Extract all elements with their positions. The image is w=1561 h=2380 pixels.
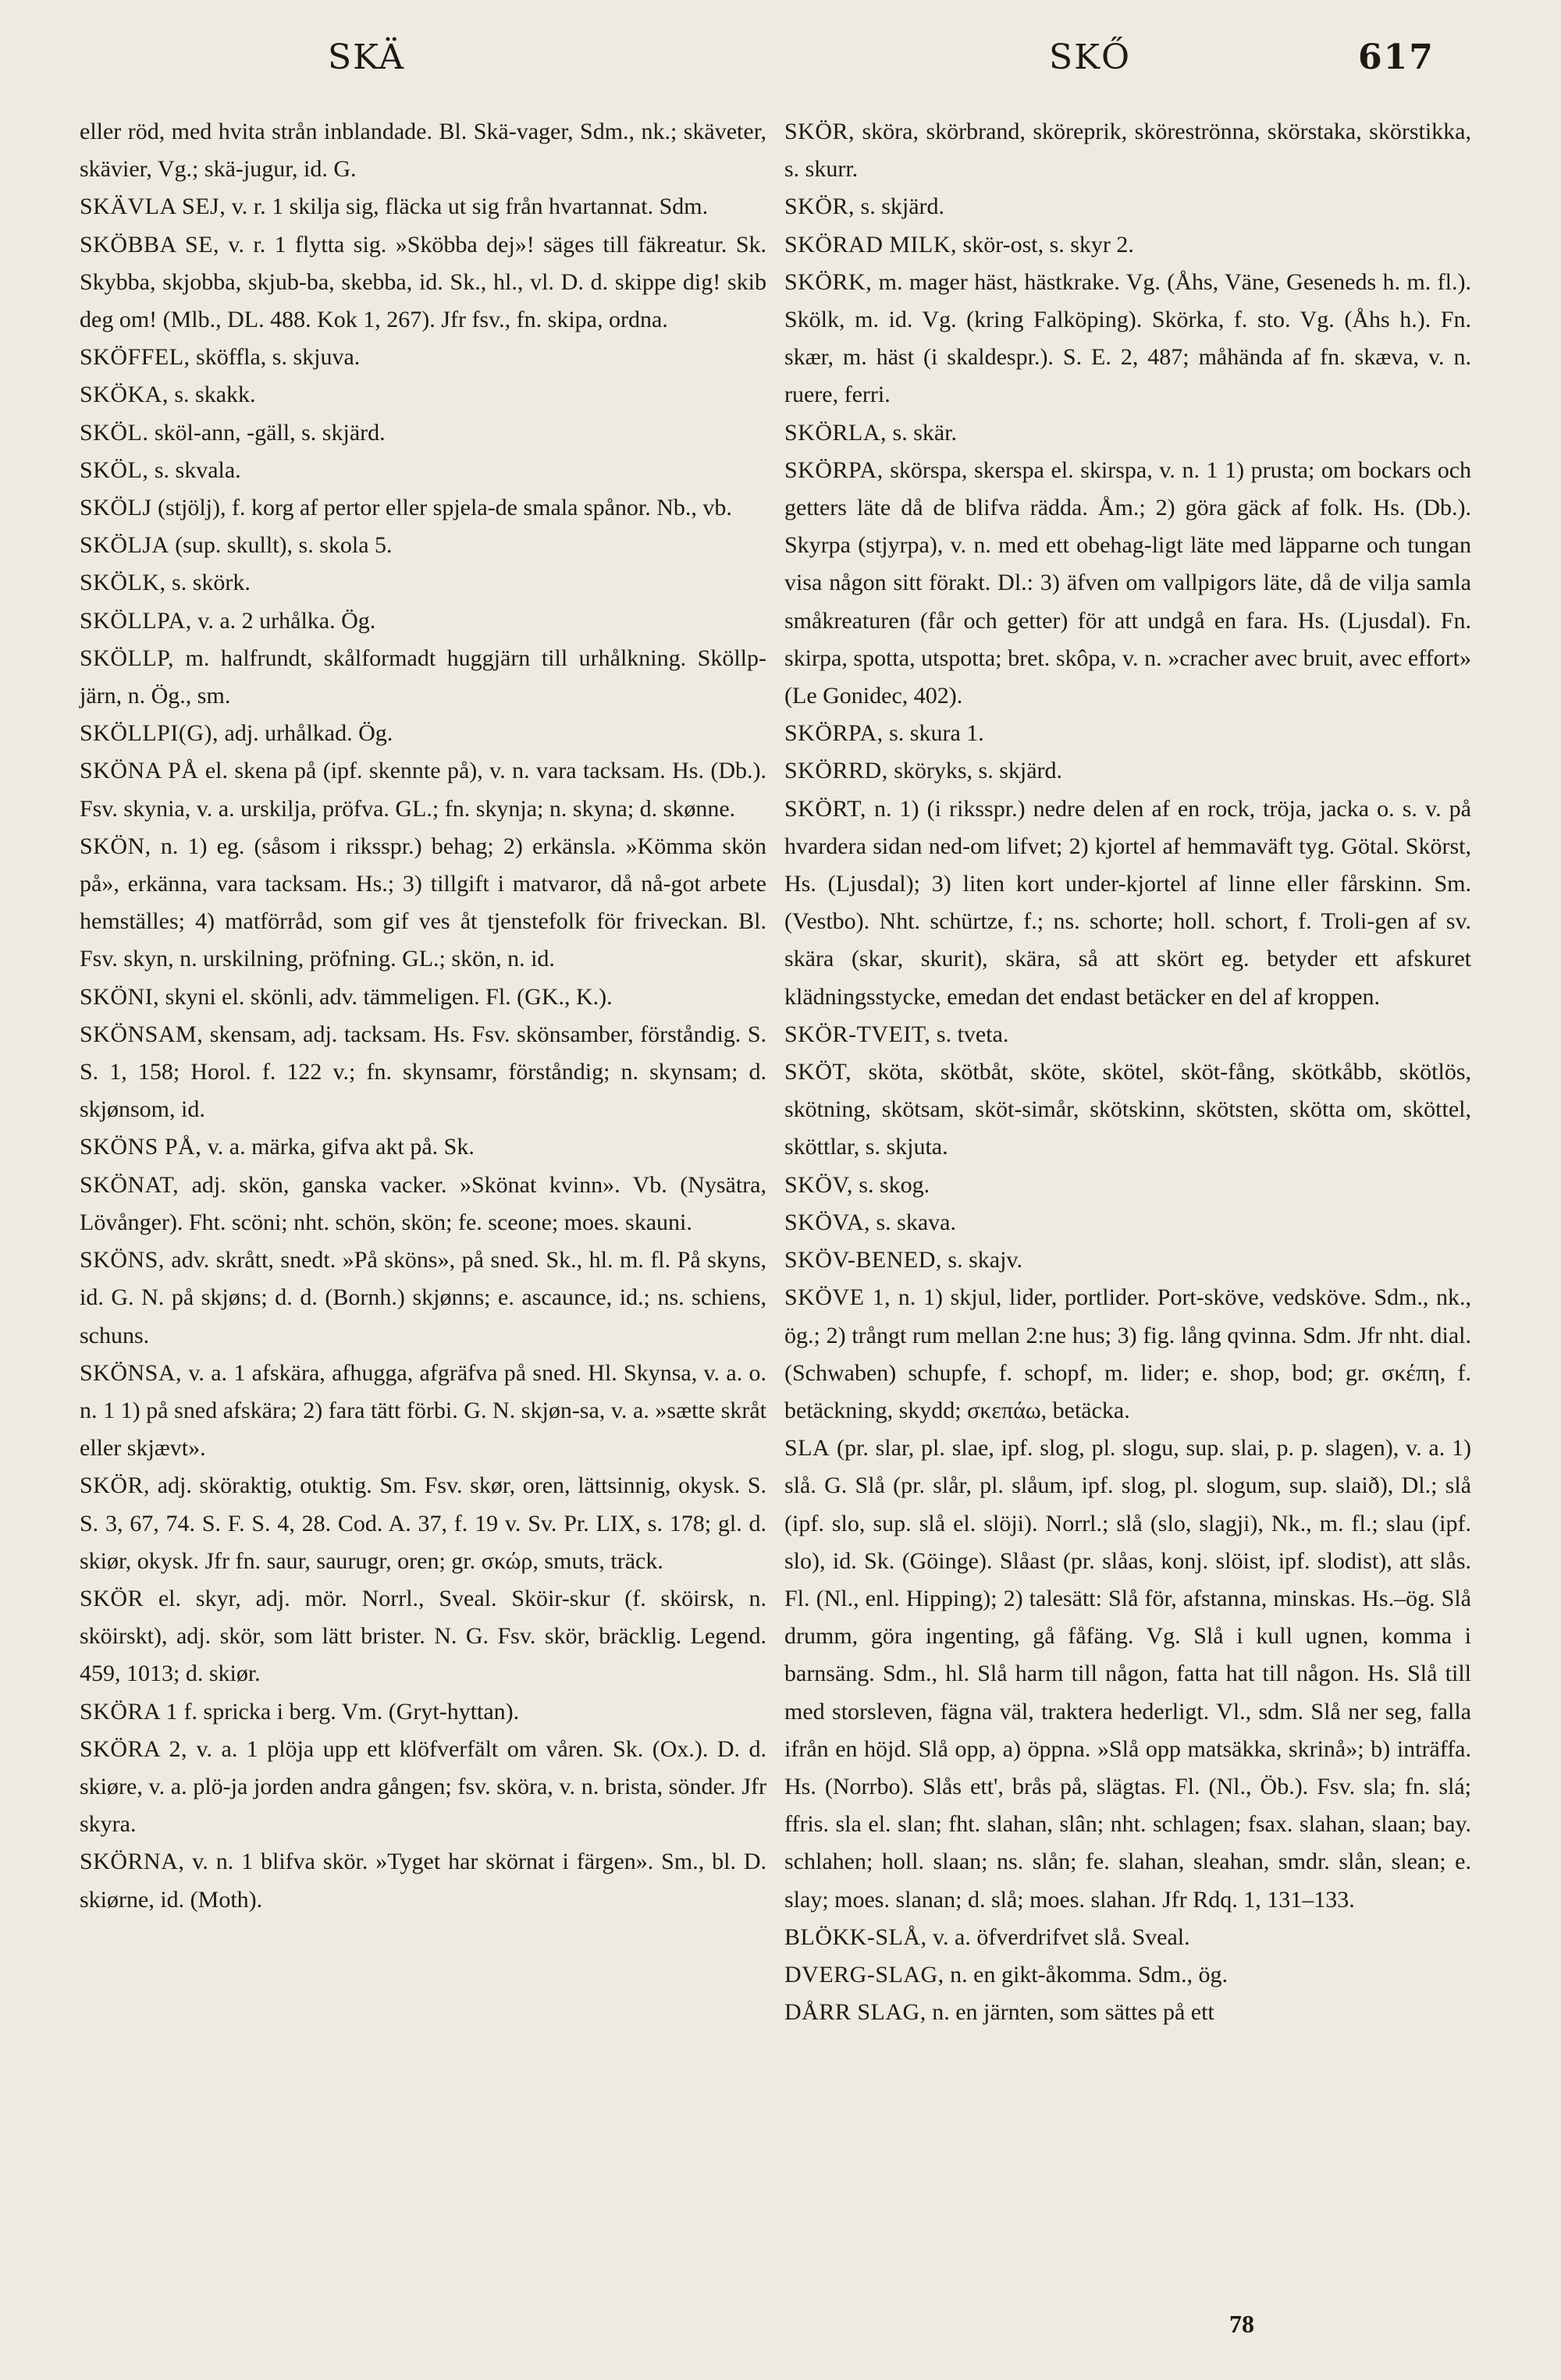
entry-headword: SKÖRNA, — [80, 1849, 185, 1875]
entry-text: adj. urhålkad. Ög. — [224, 720, 393, 747]
entry-text: s. skog. — [859, 1171, 930, 1198]
dictionary-entry — [80, 1128, 766, 1166]
dictionary-entry — [80, 1242, 766, 1355]
dictionary-entry — [80, 828, 766, 979]
signature-mark: 78 — [1229, 2310, 1254, 2338]
entry-text: sköryks, s. skjärd. — [894, 758, 1063, 784]
entry-headword: SKÖKA, — [80, 382, 169, 408]
entry-text: adv. skrått, snedt. »På sköns», på sned. Sk., hl. m. fl. På skyns, id. G. N. på skjøns; d. d. (Bornh.) skjønns; e. ascaunce, id.; ns. schiens, schuns. — [80, 1247, 767, 1348]
entry-headword: DÅRR SLAG, — [784, 1999, 926, 2026]
dictionary-entry — [784, 414, 1471, 452]
entry-headword: SKÖLK, — [80, 570, 166, 596]
entry-text: s. skörk. — [172, 570, 251, 596]
entry-headword: SKÖV-BENED, — [784, 1247, 942, 1273]
dictionary-entry — [80, 602, 766, 640]
dictionary-entry — [80, 1731, 766, 1844]
entry-headword: SKÖR-TVEIT, — [784, 1021, 931, 1047]
entry-text: s. skär. — [892, 419, 958, 446]
dictionary-entry — [784, 1242, 1471, 1279]
entry-headword: SKÖNS PÅ, — [80, 1134, 202, 1160]
entry-text: s. skajv. — [948, 1247, 1022, 1273]
entry-text: n. 1) skjul, lider, portlider. Port-sköve, vedsköve. Sdm., nk., ög.; 2) trångt rum mellan 2:ne hus; 3) fig. lång qvinna. Sdm. Jfr nht. dial. (Schwaben) schupfe, f. schopf, m. lider; e. shop, bod; gr. σκέπη, f. betäckning, skydd; σκεπάω, betäcka. — [784, 1284, 1471, 1423]
dictionary-entry — [80, 1693, 766, 1731]
entry-headword: SKÖR, — [784, 119, 855, 144]
entry-text: sköra, skörbrand, sköreprik, sköreströnna, skörstaka, skörstikka, s. skurr. — [784, 119, 1472, 183]
entry-headword: SKÄVLA SEJ, — [80, 194, 226, 220]
dictionary-entry — [80, 452, 766, 489]
dictionary-entry — [80, 339, 766, 376]
running-head — [0, 30, 1561, 84]
dictionary-entry — [784, 264, 1471, 414]
entry-headword: SKÖNSAM, — [80, 1021, 204, 1047]
entry-headword: SKÖLLPI(G), — [80, 720, 219, 747]
entry-headword: SLA — [784, 1435, 830, 1462]
entry-text: sköffla, s. skjuva. — [196, 344, 361, 371]
entry-text: m. mager häst, hästkrake. Vg. (Åhs, Väne, Geseneds h. m. fl.). Skölk, m. id. Vg. (kring Falköping). Skörka, f. sto. Vg. (Åhs h.). Fn. skær, m. häst (i skaldespr.). S. E. 2, 487; måhända af fn. skæva, v. n. ruere, ferri. — [784, 268, 1471, 408]
entry-text: adj. skön, ganska vacker. »Skönat kvinn». Vb. (Nysätra, Lövånger). Fht. scöni; nht. schön, skön; fe. sceone; moes. skauni. — [80, 1171, 766, 1235]
entry-headword: SKÖRK, — [784, 268, 873, 295]
entry-text: s. skjärd. — [860, 194, 945, 220]
entry-headword: DVERG-SLAG, — [784, 1961, 944, 1987]
entry-text: v. a. öfverdrifvet slå. Sveal. — [933, 1924, 1190, 1950]
page-number: 617 — [1358, 37, 1435, 77]
entry-headword: SKÖVA, — [784, 1209, 870, 1235]
dictionary-entry — [784, 1204, 1471, 1242]
entry-headword: SKÖV, — [784, 1171, 853, 1198]
entry-text: n. 1) (i riksspr.) nedre delen af en rock, tröja, jacka o. s. v. på hvardera sidan ned-om lifvet; 2) kjortel af hemmaväft tyg. Götal. Skörst, Hs. (Ljusdal); 3) liten kort under-kjortel af linne eller fårskinn. Sm. (Vestbo). Nht. schürtze, f.; ns. schorte; holl. schort, f. Troli-gen af sv. skära (skar, skurit), skära, så att skört eg. betyder ett afskuret klädningsstycke, emedan det endast betäcker en del af kroppen. — [784, 795, 1471, 1010]
dictionary-entry — [784, 1430, 1471, 1919]
entry-headword: BLÖKK-SLÅ, — [784, 1924, 927, 1950]
entry-headword: SKÖNAT, — [80, 1171, 180, 1198]
dictionary-entry — [784, 1279, 1471, 1430]
dictionary-entry — [784, 1919, 1471, 1956]
dictionary-entry — [784, 752, 1471, 790]
entry-headword: SKÖRRD, — [784, 758, 888, 784]
entry-text: (stjölj), f. korg af pertor eller spjela-de smala spånor. Nb., vb. — [158, 495, 732, 521]
entry-headword: SKÖFFEL, — [80, 344, 190, 371]
entry-text: el. skyr, adj. mör. Norrl., Sveal. Sköir-skur (f. sköirsk, n. sköirskt), adj. skör, som lätt brister. N. G. Fsv. skör, bräcklig. Legend. 459, 1013; d. skiør. — [80, 1585, 766, 1687]
entry-text: v. a. 2 urhålka. Ög. — [197, 607, 376, 634]
entry-headword: SKÖBBA SE, — [80, 231, 219, 258]
dictionary-entry — [80, 1167, 766, 1242]
running-head-center: SKŐ — [1049, 37, 1132, 77]
dictionary-entry — [80, 414, 766, 452]
dictionary-entry — [784, 1167, 1471, 1204]
entry-headword: SKÖR — [80, 1585, 144, 1611]
dictionary-entry — [784, 790, 1471, 1016]
entry-text: (pr. slar, pl. slae, ipf. slog, pl. slogu, sup. slai, p. p. slagen), v. a. 1) slå. G. Slå (pr. slår, pl. slåum, ipf. slog, pl. slogum, sup. slaið), Dl.; slå (ipf. slo, sup. slå el. slöji). Norrl.; slå (slo, slagji), Nk., m. fl.; slau (ipf. slo), id. Sk. (Göinge). Slåast (pr. slåas, konj. slöist, ipf. slodist), att slås. Fl. (Nl., enl. Hipping); 2) talesätt: Slå för, afstanna, minskas. Hs.–ög. Slå drumm, göra ingenting, gå fåfäng. Vg. Slå i kull ugnen, komma i barnsäng. Sdm., hl. Slå harm till någon, fatta hat till någon. Hs. Slå till med storsleven, fägna väl, traktera hederligt. Vl., sdm. Slå ner seg, falla ifrån en höjd. Slå opp, a) öppna. »Slå opp matsäkka, skrinå»; b) inträffa. Hs. (Norrbo). Slås ett', brås på, slägtas. Fl. (Nl., Öb.). Fsv. sla; fn. slá; ffris. sla el. slan; fht. slahan, slân; nht. schlagen; fsax. slahan, slaan; bay. schlahen; holl. slaan; ns. slån; fe. slahan, sleahan, smdr. slån, slean; e. slay; moes. slanan; d. slå; moes. slahan. Jfr Rdq. 1, 131–133. — [784, 1435, 1472, 1913]
entry-text: v. r. 1 skilja sig, fläcka ut sig från hvartannat. Sdm. — [231, 194, 709, 220]
entry-text: v. a. 1 afskära, afhugga, afgräfva på sned. Hl. Skynsa, v. a. o. n. 1 1) på sned afskära; 2) fara tätt förbi. G. N. skjøn-sa, v. a. »sætte skråt eller skjævt». — [80, 1359, 767, 1462]
entry-text: eller röd, med hvita strån inblandade. Bl. Skä-vager, Sdm., nk.; skäveter, skävier, Vg.; skä-jugur, id. G. — [80, 119, 766, 183]
entry-headword: SKÖL. — [80, 419, 149, 446]
entry-headword: SKÖLJA — [80, 532, 169, 559]
dictionary-entry — [80, 1355, 766, 1468]
entry-headword: SKÖNI, — [80, 983, 160, 1010]
running-head-left: SKÄ — [328, 37, 406, 77]
dictionary-entry — [784, 452, 1471, 715]
dictionary-entry — [80, 1580, 766, 1693]
entry-text: skörspa, skerspa el. skirspa, v. n. 1 1) prusta; om bockars och getters läte då de blifva rädda. Åm.; 2) göra gäck af folk. Hs. (Db.). Skyrpa (stjyrpa), v. n. med ett obehag-ligt läte med läpparne och tungan visa någon sitt förakt. Dl.: 3) äfven om vallpigors läte, då de vilja samla småkreaturen (får och getter) för att undgå en fara. Hs. (Ljusdal). Fn. skirpa, spotta, utspotta; bret. skôpa, v. n. »cracher avec bruit, avec effort» (Le Gonidec, 402). — [784, 456, 1472, 709]
entry-text: s. skvala. — [154, 456, 241, 483]
entry-headword: SKÖRPA, — [784, 720, 884, 747]
dictionary-entry — [784, 1016, 1471, 1053]
entry-headword: SKÖR, — [80, 1472, 151, 1499]
entry-headword: SKÖRA 1 — [80, 1698, 179, 1725]
entry-text: skensam, adj. tacksam. Hs. Fsv. skönsamber, förståndig. S. S. 1, 158; Horol. f. 122 v.; fn. skynsamr, förståndig; n. skynsam; d. skjønsom, id. — [80, 1021, 767, 1123]
entry-text: s. skakk. — [174, 382, 256, 408]
entry-headword: SKÖR, — [784, 194, 855, 220]
entry-text: n. 1) eg. (såsom i riksspr.) behag; 2) erkänsla. »Kömma skön på», erkänna, vara tacksam. Hs.; 3) tillgift i matvaror, då nå-got arbete hemställes; 4) matförråd, som gif ves åt tjenstefolk för friveckan. Bl. Fsv. skyn, n. urskilning, pröfning. GL.; skön, n. id. — [80, 833, 767, 972]
dictionary-entry — [80, 376, 766, 414]
dictionary-entry — [80, 226, 766, 339]
dictionary-entry — [80, 1843, 766, 1918]
entry-headword: SKÖLLP, — [80, 645, 175, 671]
entry-text: adj. sköraktig, otuktig. Sm. Fsv. skør, oren, lättsinnig, okysk. S. S. 3, 67, 74. S. F. S. 4, 28. Cod. A. 37, f. 19 v. Sv. Pr. LIX, s. 178; gl. d. skiør, okysk. Jfr fn. saur, saurugr, oren; gr. σκώρ, smuts, träck. — [80, 1472, 767, 1574]
entry-text: sköl-ann, -gäll, s. skjärd. — [154, 419, 386, 446]
entry-headword: SKÖRA 2, — [80, 1735, 188, 1762]
entry-text: skyni el. skönli, adv. tämmeligen. Fl. (GK., K.). — [165, 983, 613, 1010]
dictionary-entry — [80, 1467, 766, 1580]
dictionary-entry — [80, 752, 766, 827]
dictionary-entry — [80, 113, 766, 188]
entry-text: skör-ost, s. skyr 2. — [962, 231, 1134, 258]
entry-text: v. a. märka, gifva akt på. Sk. — [207, 1134, 475, 1160]
dictionary-entry — [80, 1016, 766, 1129]
entry-headword: SKÖL, — [80, 456, 149, 483]
entry-headword: SKÖNS, — [80, 1247, 165, 1273]
entry-text: m. halfrundt, skålformadt huggjärn till urhålkning. Sköllp-järn, n. Ög., sm. — [80, 645, 766, 709]
dictionary-entry — [784, 1956, 1471, 1994]
dictionary-entry — [784, 715, 1471, 752]
dictionary-entry — [784, 1053, 1471, 1167]
entry-headword: SKÖRT, — [784, 795, 866, 822]
dictionary-entry — [80, 188, 766, 226]
entry-text: el. skena på (ipf. skennte på), v. n. vara tacksam. Hs. (Db.). Fsv. skynia, v. a. urskilja, pröfva. GL.; fn. skynja; n. skyna; d. skønne. — [80, 758, 766, 822]
entry-text: s. tveta. — [936, 1021, 1009, 1047]
entry-headword: SKÖLLPA, — [80, 607, 192, 634]
entry-headword: SKÖLJ — [80, 495, 152, 521]
entry-text: v. a. 1 plöja upp ett klöfverfält om våren. Sk. (Ox.). D. d. skiøre, v. a. plö-ja jorden andra gången; fsv. sköra, v. n. brista, sönder. Jfr skyra. — [80, 1735, 766, 1838]
entry-headword: SKÖN, — [80, 833, 151, 859]
entry-text: sköta, skötbåt, sköte, skötel, sköt-fång, skötkåbb, skötlös, skötning, skötsam, sköt-simår, skötskinn, skötsten, skötta om, sköttel, sköttlar, s. skjuta. — [784, 1059, 1472, 1160]
entry-text: n. en gikt-åkomma. Sdm., ög. — [950, 1961, 1228, 1987]
dictionary-entry — [80, 489, 766, 527]
dictionary-entry — [80, 564, 766, 602]
entry-headword: SKÖRPA, — [784, 456, 884, 483]
entry-headword: SKÖNSA, — [80, 1359, 183, 1386]
entry-text: v. n. 1 blifva skör. »Tyget har skörnat i färgen». Sm., bl. D. skiørne, id. (Moth). — [80, 1849, 767, 1913]
dictionary-entry — [80, 640, 766, 715]
entry-headword: SKÖRAD MILK, — [784, 231, 958, 258]
entry-text: (sup. skullt), s. skola 5. — [175, 532, 393, 559]
right-column — [784, 113, 1471, 2031]
entry-text: s. skura 1. — [889, 720, 984, 747]
dictionary-entry — [784, 1994, 1471, 2031]
entry-headword: SKÖNA PÅ — [80, 758, 199, 784]
dictionary-entry — [80, 979, 766, 1016]
entry-text: f. spricka i berg. Vm. (Gryt-hyttan). — [183, 1698, 520, 1725]
dictionary-entry — [80, 715, 766, 752]
entry-headword: SKÖT, — [784, 1059, 852, 1085]
dictionary-entry — [784, 226, 1471, 264]
left-column — [80, 113, 766, 1919]
dictionary-entry — [784, 188, 1471, 226]
entry-text: n. en järnten, som sättes på ett — [932, 1999, 1214, 2026]
entry-headword: SKÖRLA, — [784, 419, 887, 446]
entry-text: s. skava. — [876, 1209, 956, 1235]
dictionary-entry — [80, 527, 766, 564]
entry-text: v. r. 1 flytta sig. »Sköbba dej»! säges till fäkreatur. Sk. Skybba, skjobba, skjub-ba, skebba, id. Sk., hl., vl. D. d. skippe dig! skib deg om! (Mlb., DL. 488. Kok 1, 267). Jfr fsv., fn. skipa, ordna. — [80, 231, 767, 333]
dictionary-entry — [784, 113, 1471, 188]
entry-headword: SKÖVE 1, — [784, 1284, 891, 1311]
